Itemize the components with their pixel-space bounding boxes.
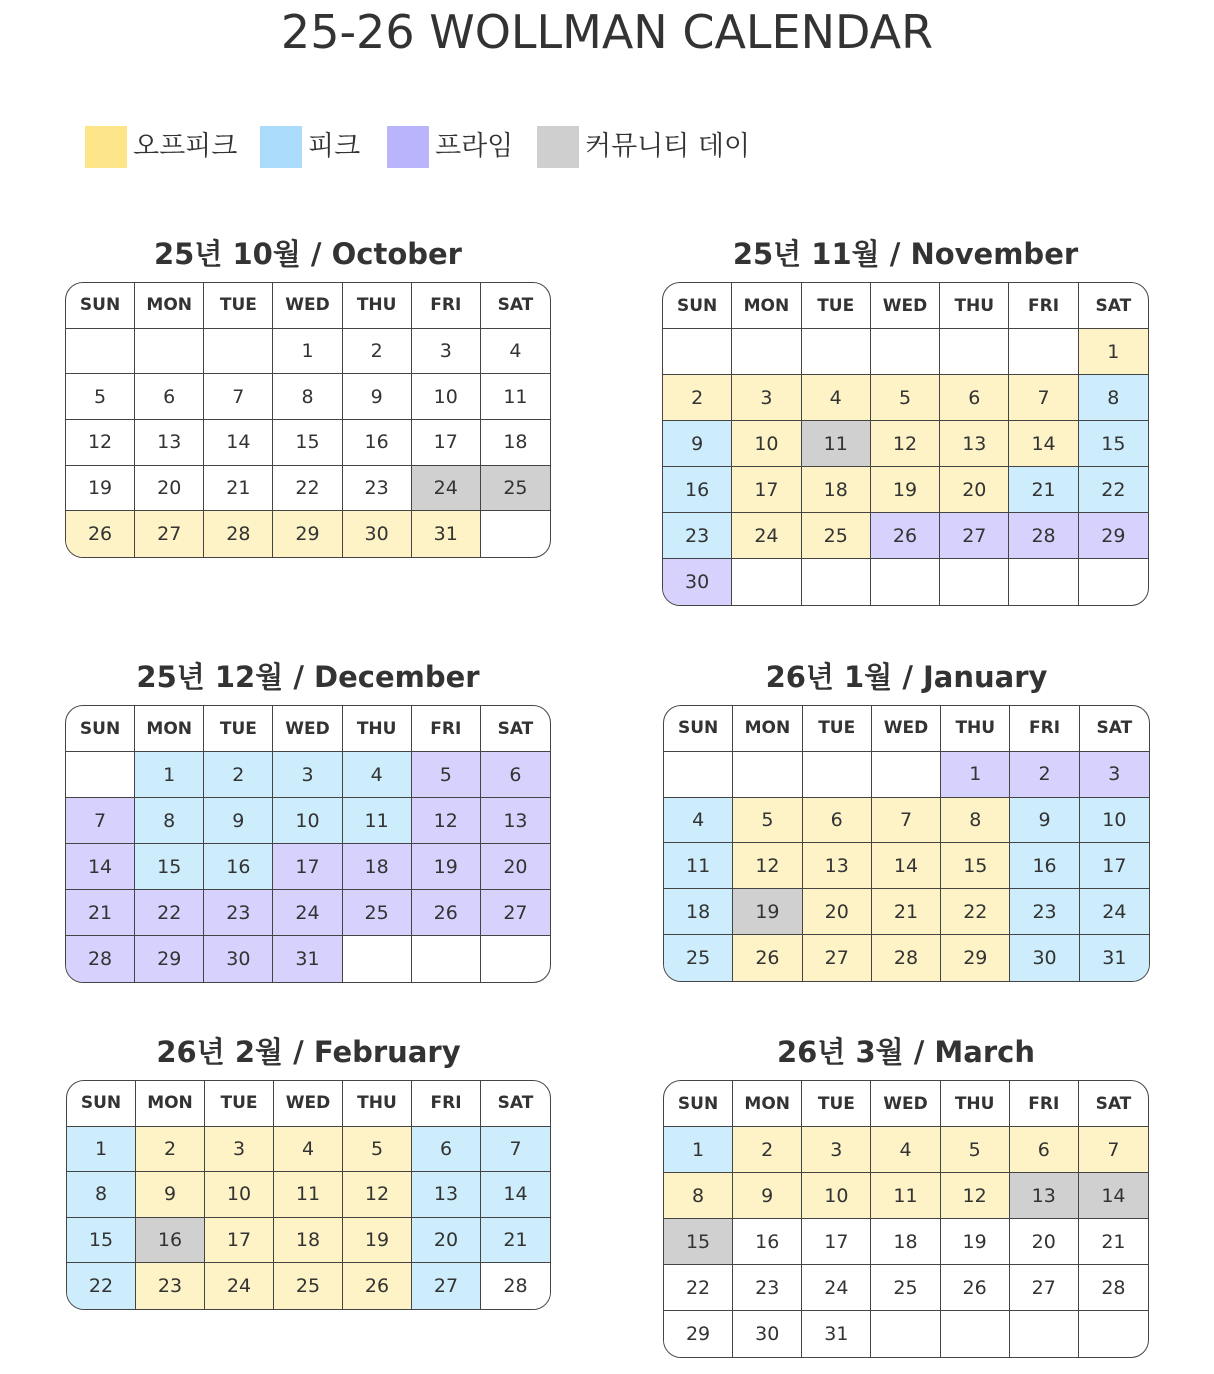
day-cell: 25 [481,466,550,512]
weekday-header: WED [871,1081,940,1127]
day-cell: 26 [941,1265,1010,1311]
empty-cell [802,559,871,605]
day-cell: 24 [1080,889,1149,935]
day-cell: 22 [67,1263,136,1309]
day-cell: 5 [66,374,135,420]
day-cell: 28 [1009,513,1078,559]
day-cell: 9 [204,798,273,844]
day-cell: 23 [343,466,412,512]
day-cell: 15 [273,420,342,466]
weekday-header: WED [871,283,940,329]
day-cell: 2 [343,329,412,375]
weekday-header: THU [941,1081,1010,1127]
empty-cell [871,1311,940,1357]
day-cell: 21 [1009,467,1078,513]
weekday-header: FRI [412,1081,481,1127]
empty-cell [412,936,481,982]
weekday-header: SAT [481,1081,550,1127]
day-cell: 18 [664,889,733,935]
empty-cell [940,329,1009,375]
day-cell: 8 [941,798,1010,844]
day-cell: 17 [1080,843,1149,889]
weekday-header: WED [273,706,342,752]
day-cell: 4 [343,752,412,798]
day-cell: 30 [1010,935,1079,981]
day-cell: 20 [135,466,204,512]
day-cell: 26 [412,890,481,936]
day-cell: 27 [1010,1265,1079,1311]
day-cell: 31 [412,511,481,557]
day-cell: 28 [481,1263,550,1309]
empty-cell [135,329,204,375]
weekday-header: SAT [1080,706,1149,752]
legend-label-prime: 프라임 [435,131,514,162]
day-cell: 11 [274,1172,343,1218]
day-cell: 11 [664,843,733,889]
day-cell: 31 [1080,935,1149,981]
offpeak-swatch [85,126,127,168]
weekday-header: TUE [803,706,872,752]
day-cell: 26 [733,935,802,981]
day-cell: 5 [733,798,802,844]
day-cell: 3 [205,1127,274,1173]
day-cell: 4 [664,798,733,844]
day-cell: 7 [872,798,941,844]
empty-cell [204,329,273,375]
day-cell: 8 [67,1172,136,1218]
day-cell: 14 [1079,1173,1148,1219]
day-cell: 12 [733,843,802,889]
day-cell: 25 [871,1265,940,1311]
day-cell: 13 [481,798,550,844]
day-cell: 23 [136,1263,205,1309]
empty-cell [1079,1311,1148,1357]
weekday-header: MON [733,1081,802,1127]
empty-cell [732,329,801,375]
day-cell: 12 [343,1172,412,1218]
day-cell: 25 [274,1263,343,1309]
page-title: 25-26 WOLLMAN CALENDAR [280,5,934,59]
day-cell: 2 [136,1127,205,1173]
day-cell: 13 [803,843,872,889]
day-cell: 30 [204,936,273,982]
day-cell: 2 [733,1127,802,1173]
day-cell: 18 [481,420,550,466]
weekday-header: TUE [204,706,273,752]
weekday-header: WED [273,283,342,329]
calendar-grid [663,1080,1149,1358]
day-cell: 12 [871,421,940,467]
day-cell: 8 [1079,375,1148,421]
day-cell: 1 [1079,329,1148,375]
day-cell: 8 [664,1173,733,1219]
day-cell: 1 [273,329,342,375]
day-cell: 3 [732,375,801,421]
day-cell: 6 [1010,1127,1079,1173]
day-cell: 3 [802,1127,871,1173]
day-cell: 14 [66,844,135,890]
day-cell: 22 [941,889,1010,935]
day-cell: 13 [412,1172,481,1218]
day-cell: 23 [204,890,273,936]
weekday-header: FRI [1010,706,1079,752]
day-cell: 9 [663,421,732,467]
day-cell: 17 [732,467,801,513]
day-cell: 12 [412,798,481,844]
weekday-header: SAT [481,706,550,752]
day-cell: 22 [135,890,204,936]
day-cell: 18 [274,1218,343,1264]
weekday-header: SAT [1079,1081,1148,1127]
day-cell: 19 [343,1218,412,1264]
day-cell: 17 [802,1219,871,1265]
day-cell: 14 [872,843,941,889]
weekday-header: THU [343,283,412,329]
day-cell: 4 [871,1127,940,1173]
day-cell: 15 [135,844,204,890]
weekday-header: TUE [204,283,273,329]
day-cell: 21 [872,889,941,935]
day-cell: 1 [941,752,1010,798]
day-cell: 17 [205,1218,274,1264]
day-cell: 13 [940,421,1009,467]
empty-cell [1010,1311,1079,1357]
weekday-header: SAT [481,283,550,329]
day-cell: 19 [412,844,481,890]
day-cell: 8 [273,374,342,420]
day-cell: 29 [664,1311,733,1357]
day-cell: 27 [940,513,1009,559]
weekday-header: SUN [66,283,135,329]
day-cell: 21 [481,1218,550,1264]
empty-cell [871,559,940,605]
day-cell: 24 [273,890,342,936]
empty-cell [872,752,941,798]
weekday-header: TUE [802,1081,871,1127]
day-cell: 24 [205,1263,274,1309]
empty-cell [66,752,135,798]
empty-cell [481,936,550,982]
day-cell: 12 [941,1173,1010,1219]
day-cell: 5 [412,752,481,798]
month-title: 25년 10월 / October [154,237,462,271]
day-cell: 23 [733,1265,802,1311]
day-cell: 15 [664,1219,733,1265]
day-cell: 24 [802,1265,871,1311]
weekday-header: SUN [664,1081,733,1127]
day-cell: 6 [412,1127,481,1173]
day-cell: 2 [204,752,273,798]
day-cell: 1 [67,1127,136,1173]
weekday-header: SUN [66,706,135,752]
day-cell: 11 [481,374,550,420]
weekday-header: THU [343,706,412,752]
empty-cell [732,559,801,605]
weekday-header: SAT [1079,283,1148,329]
day-cell: 16 [1010,843,1079,889]
day-cell: 20 [481,844,550,890]
day-cell: 17 [273,844,342,890]
day-cell: 14 [481,1172,550,1218]
peak-swatch [260,126,302,168]
day-cell: 20 [940,467,1009,513]
day-cell: 16 [663,467,732,513]
day-cell: 9 [343,374,412,420]
day-cell: 16 [136,1218,205,1264]
day-cell: 29 [941,935,1010,981]
day-cell: 31 [802,1311,871,1357]
day-cell: 6 [481,752,550,798]
day-cell: 27 [481,890,550,936]
day-cell: 9 [733,1173,802,1219]
day-cell: 22 [1079,467,1148,513]
day-cell: 3 [1080,752,1149,798]
day-cell: 4 [274,1127,343,1173]
day-cell: 19 [733,889,802,935]
day-cell: 30 [733,1311,802,1357]
day-cell: 25 [802,513,871,559]
month-title: 26년 3월 / March [776,1035,1035,1069]
day-cell: 10 [273,798,342,844]
day-cell: 14 [204,420,273,466]
weekday-header: MON [733,706,802,752]
calendar-grid [66,1080,551,1310]
empty-cell [343,936,412,982]
day-cell: 11 [802,421,871,467]
day-cell: 3 [412,329,481,375]
day-cell: 23 [663,513,732,559]
day-cell: 19 [871,467,940,513]
day-cell: 26 [871,513,940,559]
day-cell: 18 [802,467,871,513]
day-cell: 22 [273,466,342,512]
day-cell: 17 [412,420,481,466]
day-cell: 6 [803,798,872,844]
day-cell: 6 [135,374,204,420]
empty-cell [1079,559,1148,605]
day-cell: 25 [664,935,733,981]
empty-cell [481,511,550,557]
day-cell: 21 [1079,1219,1148,1265]
weekday-header: MON [732,283,801,329]
day-cell: 28 [872,935,941,981]
day-cell: 29 [135,936,204,982]
day-cell: 23 [1010,889,1079,935]
empty-cell [1009,329,1078,375]
day-cell: 16 [733,1219,802,1265]
day-cell: 7 [481,1127,550,1173]
day-cell: 10 [205,1172,274,1218]
day-cell: 15 [941,843,1010,889]
day-cell: 28 [204,511,273,557]
day-cell: 16 [343,420,412,466]
day-cell: 10 [1080,798,1149,844]
day-cell: 10 [802,1173,871,1219]
day-cell: 26 [343,1263,412,1309]
day-cell: 15 [1079,421,1148,467]
weekday-header: SUN [663,283,732,329]
weekday-header: TUE [205,1081,274,1127]
day-cell: 30 [343,511,412,557]
calendar-grid [65,705,551,983]
day-cell: 26 [66,511,135,557]
empty-cell [940,559,1009,605]
prime-swatch [387,126,429,168]
day-cell: 3 [273,752,342,798]
calendar-grid [662,282,1149,606]
day-cell: 22 [664,1265,733,1311]
day-cell: 9 [1010,798,1079,844]
day-cell: 10 [412,374,481,420]
day-cell: 1 [135,752,204,798]
weekday-header: SUN [664,706,733,752]
day-cell: 27 [803,935,872,981]
day-cell: 15 [67,1218,136,1264]
empty-cell [664,752,733,798]
weekday-header: FRI [1010,1081,1079,1127]
empty-cell [66,329,135,375]
day-cell: 7 [204,374,273,420]
day-cell: 18 [343,844,412,890]
month-title: 25년 11월 / November [732,237,1079,271]
day-cell: 13 [1010,1173,1079,1219]
day-cell: 21 [204,466,273,512]
weekday-header: WED [274,1081,343,1127]
day-cell: 2 [1010,752,1079,798]
day-cell: 21 [66,890,135,936]
day-cell: 5 [343,1127,412,1173]
day-cell: 7 [1009,375,1078,421]
day-cell: 24 [732,513,801,559]
weekday-header: THU [343,1081,412,1127]
community-day-swatch [537,126,579,168]
day-cell: 10 [732,421,801,467]
day-cell: 13 [135,420,204,466]
day-cell: 4 [802,375,871,421]
empty-cell [871,329,940,375]
day-cell: 18 [871,1219,940,1265]
empty-cell [941,1311,1010,1357]
weekday-header: THU [940,283,1009,329]
day-cell: 27 [135,511,204,557]
empty-cell [1009,559,1078,605]
weekday-header: THU [941,706,1010,752]
calendar-grid [65,282,551,558]
day-cell: 30 [663,559,732,605]
day-cell: 28 [66,936,135,982]
weekday-header: FRI [412,706,481,752]
legend-label-peak: 피크 [308,131,361,162]
day-cell: 25 [343,890,412,936]
calendar-grid [663,705,1150,982]
day-cell: 9 [136,1172,205,1218]
weekday-header: MON [135,283,204,329]
weekday-header: FRI [412,283,481,329]
day-cell: 20 [1010,1219,1079,1265]
day-cell: 19 [66,466,135,512]
day-cell: 29 [273,511,342,557]
day-cell: 6 [940,375,1009,421]
legend-label-community-day: 커뮤니티 데이 [585,131,751,162]
day-cell: 7 [1079,1127,1148,1173]
weekday-header: WED [872,706,941,752]
day-cell: 20 [412,1218,481,1264]
legend-label-offpeak: 오프피크 [133,131,238,162]
day-cell: 2 [663,375,732,421]
weekday-header: FRI [1009,283,1078,329]
empty-cell [733,752,802,798]
day-cell: 11 [871,1173,940,1219]
day-cell: 8 [135,798,204,844]
weekday-header: SUN [67,1081,136,1127]
empty-cell [663,329,732,375]
day-cell: 4 [481,329,550,375]
month-title: 26년 1월 / January [765,660,1048,694]
day-cell: 24 [412,466,481,512]
day-cell: 19 [941,1219,1010,1265]
day-cell: 16 [204,844,273,890]
day-cell: 20 [803,889,872,935]
day-cell: 28 [1079,1265,1148,1311]
day-cell: 14 [1009,421,1078,467]
month-title: 26년 2월 / February [156,1035,461,1069]
day-cell: 5 [941,1127,1010,1173]
day-cell: 7 [66,798,135,844]
day-cell: 31 [273,936,342,982]
weekday-header: MON [136,1081,205,1127]
day-cell: 27 [412,1263,481,1309]
empty-cell [803,752,872,798]
day-cell: 1 [664,1127,733,1173]
day-cell: 5 [871,375,940,421]
empty-cell [802,329,871,375]
weekday-header: TUE [802,283,871,329]
day-cell: 12 [66,420,135,466]
weekday-header: MON [135,706,204,752]
day-cell: 11 [343,798,412,844]
month-title: 25년 12월 / December [136,660,480,694]
day-cell: 29 [1079,513,1148,559]
